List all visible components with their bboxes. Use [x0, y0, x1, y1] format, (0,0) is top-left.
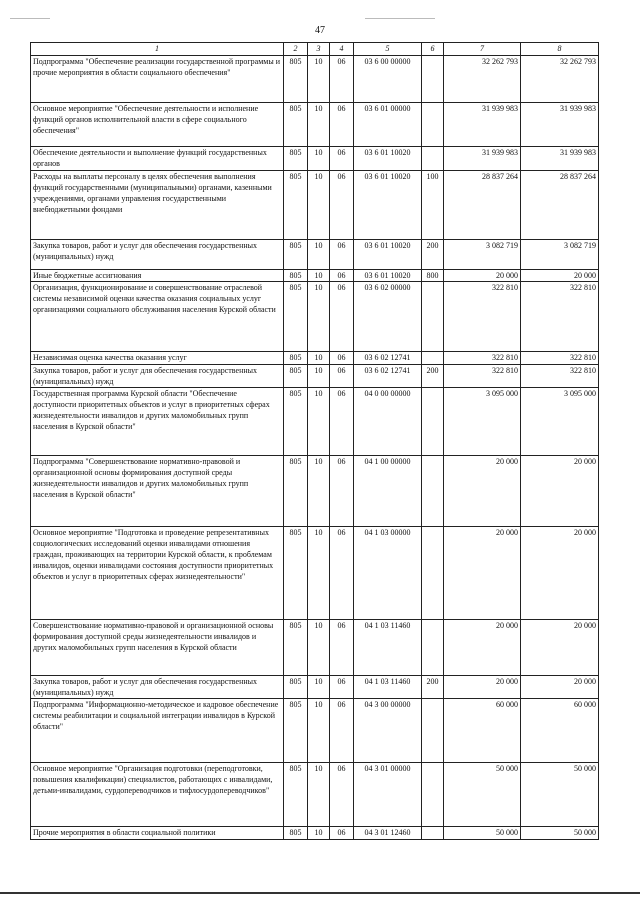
table-row	[31, 352, 599, 365]
header-cell: 7	[444, 43, 521, 56]
section-code: 10	[308, 827, 330, 840]
row-name: Подпрограмма "Обеспечение реализации государственной программы и прочие мероприятия в области социального обеспечения"	[31, 56, 284, 103]
amount-year-1: 20 000	[444, 676, 521, 699]
amount-year-2: 50 000	[521, 763, 599, 827]
section-code: 10	[308, 527, 330, 620]
table-row	[31, 282, 599, 352]
amount-year-2: 20 000	[521, 620, 599, 676]
amount-year-1: 50 000	[444, 763, 521, 827]
section-code: 10	[308, 620, 330, 676]
table-row	[31, 699, 599, 763]
table-row	[31, 56, 599, 103]
row-name: Основное мероприятие "Обеспечение деятельности и исполнение функций органов исполнительной власти в сфере социального обеспечения"	[31, 103, 284, 147]
amount-year-1: 50 000	[444, 827, 521, 840]
table-row	[31, 270, 599, 282]
ministry-code: 805	[284, 282, 308, 352]
ministry-code: 805	[284, 365, 308, 388]
table-row	[31, 456, 599, 527]
header-cell: 1	[31, 43, 284, 56]
target-article-code: 03 6 01 10020	[354, 147, 422, 171]
ministry-code: 805	[284, 171, 308, 240]
target-article-code: 04 1 03 00000	[354, 527, 422, 620]
row-name: Совершенствование нормативно-правовой и организационной основы формирования доступной среды жизнедеятельности инвалидов и других маломобильных групп населения в Курской области	[31, 620, 284, 676]
subsection-code: 06	[330, 171, 354, 240]
amount-year-1: 322 810	[444, 282, 521, 352]
amount-year-1: 20 000	[444, 270, 521, 282]
section-code: 10	[308, 270, 330, 282]
target-article-code: 03 6 02 12741	[354, 352, 422, 365]
section-code: 10	[308, 388, 330, 456]
amount-year-2: 20 000	[521, 270, 599, 282]
target-article-code: 04 3 01 12460	[354, 827, 422, 840]
subsection-code: 06	[330, 103, 354, 147]
ministry-code: 805	[284, 147, 308, 171]
row-name: Основное мероприятие "Подготовка и проведение репрезентативных социологических исследований оценки инвалидами отношения граждан, проживающих на территории Курской области, к проблемам инвалидов, оценки инвалидами состояния доступности приоритетных объектов и услуг в приоритетных сферах жизнедеятельности"	[31, 527, 284, 620]
ministry-code: 805	[284, 388, 308, 456]
amount-year-2: 60 000	[521, 699, 599, 763]
expense-type-code	[422, 763, 444, 827]
section-code: 10	[308, 103, 330, 147]
header-row	[31, 43, 599, 56]
subsection-code: 06	[330, 147, 354, 171]
expense-type-code: 100	[422, 171, 444, 240]
amount-year-1: 28 837 264	[444, 171, 521, 240]
table-row	[31, 763, 599, 827]
row-name: Иные бюджетные ассигнования	[31, 270, 284, 282]
expense-type-code	[422, 620, 444, 676]
ministry-code: 805	[284, 699, 308, 763]
expense-type-code	[422, 103, 444, 147]
scan-bottom-edge	[0, 892, 640, 894]
table-row	[31, 171, 599, 240]
amount-year-1: 32 262 793	[444, 56, 521, 103]
row-name: Организация, функционирование и совершенствование отраслевой системы независимой оценки качества оказания социальных услуг организациями социального обслуживания населения Курской области	[31, 282, 284, 352]
ministry-code: 805	[284, 527, 308, 620]
row-name: Прочие мероприятия в области социальной политики	[31, 827, 284, 840]
table-row	[31, 365, 599, 388]
budget-table	[30, 42, 599, 840]
subsection-code: 06	[330, 676, 354, 699]
amount-year-2: 31 939 983	[521, 103, 599, 147]
table-row	[31, 620, 599, 676]
header-cell: 6	[422, 43, 444, 56]
scan-artifact	[365, 18, 435, 19]
subsection-code: 06	[330, 527, 354, 620]
row-name: Обеспечение деятельности и выполнение функций государственных органов	[31, 147, 284, 171]
expense-type-code: 800	[422, 270, 444, 282]
expense-type-code	[422, 699, 444, 763]
ministry-code: 805	[284, 56, 308, 103]
amount-year-1: 60 000	[444, 699, 521, 763]
table-row	[31, 527, 599, 620]
row-name: Закупка товаров, работ и услуг для обеспечения государственных (муниципальных) нужд	[31, 676, 284, 699]
ministry-code: 805	[284, 352, 308, 365]
subsection-code: 06	[330, 365, 354, 388]
expense-type-code	[422, 147, 444, 171]
header-cell: 3	[308, 43, 330, 56]
target-article-code: 03 6 01 00000	[354, 103, 422, 147]
target-article-code: 03 6 01 10020	[354, 270, 422, 282]
expense-type-code: 200	[422, 676, 444, 699]
amount-year-1: 3 095 000	[444, 388, 521, 456]
section-code: 10	[308, 456, 330, 527]
amount-year-1: 31 939 983	[444, 147, 521, 171]
amount-year-2: 322 810	[521, 352, 599, 365]
amount-year-2: 20 000	[521, 676, 599, 699]
amount-year-2: 322 810	[521, 282, 599, 352]
section-code: 10	[308, 676, 330, 699]
ministry-code: 805	[284, 103, 308, 147]
subsection-code: 06	[330, 456, 354, 527]
subsection-code: 06	[330, 620, 354, 676]
amount-year-1: 31 939 983	[444, 103, 521, 147]
table-row	[31, 147, 599, 171]
subsection-code: 06	[330, 56, 354, 103]
amount-year-2: 3 095 000	[521, 388, 599, 456]
row-name: Независимая оценка качества оказания услуг	[31, 352, 284, 365]
subsection-code: 06	[330, 827, 354, 840]
ministry-code: 805	[284, 456, 308, 527]
expense-type-code	[422, 282, 444, 352]
target-article-code: 03 6 02 00000	[354, 282, 422, 352]
amount-year-1: 20 000	[444, 456, 521, 527]
subsection-code: 06	[330, 240, 354, 270]
expense-type-code	[422, 388, 444, 456]
section-code: 10	[308, 365, 330, 388]
table-row	[31, 676, 599, 699]
row-name: Закупка товаров, работ и услуг для обеспечения государственных (муниципальных) нужд	[31, 365, 284, 388]
subsection-code: 06	[330, 282, 354, 352]
table-row	[31, 827, 599, 840]
amount-year-1: 20 000	[444, 620, 521, 676]
table-row	[31, 388, 599, 456]
expense-type-code	[422, 456, 444, 527]
table-row	[31, 240, 599, 270]
target-article-code: 04 3 00 00000	[354, 699, 422, 763]
section-code: 10	[308, 56, 330, 103]
target-article-code: 03 6 00 00000	[354, 56, 422, 103]
target-article-code: 03 6 02 12741	[354, 365, 422, 388]
amount-year-2: 28 837 264	[521, 171, 599, 240]
target-article-code: 04 1 03 11460	[354, 620, 422, 676]
row-name: Основное мероприятие "Организация подготовки (переподготовки, повышения квалификации) специалистов, работающих с инвалидами, детьми-инвалидами, сурдопереводчиков и тифлосурдопереводчиков"	[31, 763, 284, 827]
section-code: 10	[308, 240, 330, 270]
subsection-code: 06	[330, 699, 354, 763]
target-article-code: 04 1 00 00000	[354, 456, 422, 527]
ministry-code: 805	[284, 270, 308, 282]
row-name: Подпрограмма "Совершенствование нормативно-правовой и организационной основы формирования доступной среды жизнедеятельности инвалидов и других маломобильных групп населения в Курской области"	[31, 456, 284, 527]
row-name: Подпрограмма "Информационно-методическое и кадровое обеспечение системы реабилитации и социальной интеграции инвалидов в Курской области"	[31, 699, 284, 763]
ministry-code: 805	[284, 676, 308, 699]
amount-year-1: 322 810	[444, 365, 521, 388]
header-cell: 4	[330, 43, 354, 56]
target-article-code: 04 0 00 00000	[354, 388, 422, 456]
expense-type-code	[422, 352, 444, 365]
section-code: 10	[308, 763, 330, 827]
target-article-code: 04 1 03 11460	[354, 676, 422, 699]
page-number: 47	[315, 25, 325, 36]
amount-year-2: 32 262 793	[521, 56, 599, 103]
amount-year-2: 322 810	[521, 365, 599, 388]
expense-type-code: 200	[422, 240, 444, 270]
section-code: 10	[308, 352, 330, 365]
section-code: 10	[308, 147, 330, 171]
section-code: 10	[308, 171, 330, 240]
subsection-code: 06	[330, 270, 354, 282]
row-name: Закупка товаров, работ и услуг для обеспечения государственных (муниципальных) нужд	[31, 240, 284, 270]
header-cell: 5	[354, 43, 422, 56]
target-article-code: 03 6 01 10020	[354, 171, 422, 240]
ministry-code: 805	[284, 827, 308, 840]
ministry-code: 805	[284, 620, 308, 676]
amount-year-2: 20 000	[521, 456, 599, 527]
header-cell: 8	[521, 43, 599, 56]
expense-type-code: 200	[422, 365, 444, 388]
expense-type-code	[422, 827, 444, 840]
amount-year-2: 20 000	[521, 527, 599, 620]
amount-year-2: 3 082 719	[521, 240, 599, 270]
ministry-code: 805	[284, 240, 308, 270]
section-code: 10	[308, 282, 330, 352]
scan-artifact	[10, 18, 50, 19]
amount-year-1: 3 082 719	[444, 240, 521, 270]
section-code: 10	[308, 699, 330, 763]
row-name: Государственная программа Курской области "Обеспечение доступности приоритетных объектов и услуг в приоритетных сферах жизнедеятельности инвалидов и других маломобильных групп населения в Курской области"	[31, 388, 284, 456]
amount-year-2: 31 939 983	[521, 147, 599, 171]
target-article-code: 03 6 01 10020	[354, 240, 422, 270]
expense-type-code	[422, 527, 444, 620]
subsection-code: 06	[330, 763, 354, 827]
expense-type-code	[422, 56, 444, 103]
amount-year-1: 322 810	[444, 352, 521, 365]
ministry-code: 805	[284, 763, 308, 827]
row-name: Расходы на выплаты персоналу в целях обеспечения выполнения функций государственными (муниципальными) органами, казенными учреждениями, органами управления государственными внебюджетными фондами	[31, 171, 284, 240]
amount-year-2: 50 000	[521, 827, 599, 840]
subsection-code: 06	[330, 388, 354, 456]
subsection-code: 06	[330, 352, 354, 365]
amount-year-1: 20 000	[444, 527, 521, 620]
target-article-code: 04 3 01 00000	[354, 763, 422, 827]
header-cell: 2	[284, 43, 308, 56]
table-row	[31, 103, 599, 147]
